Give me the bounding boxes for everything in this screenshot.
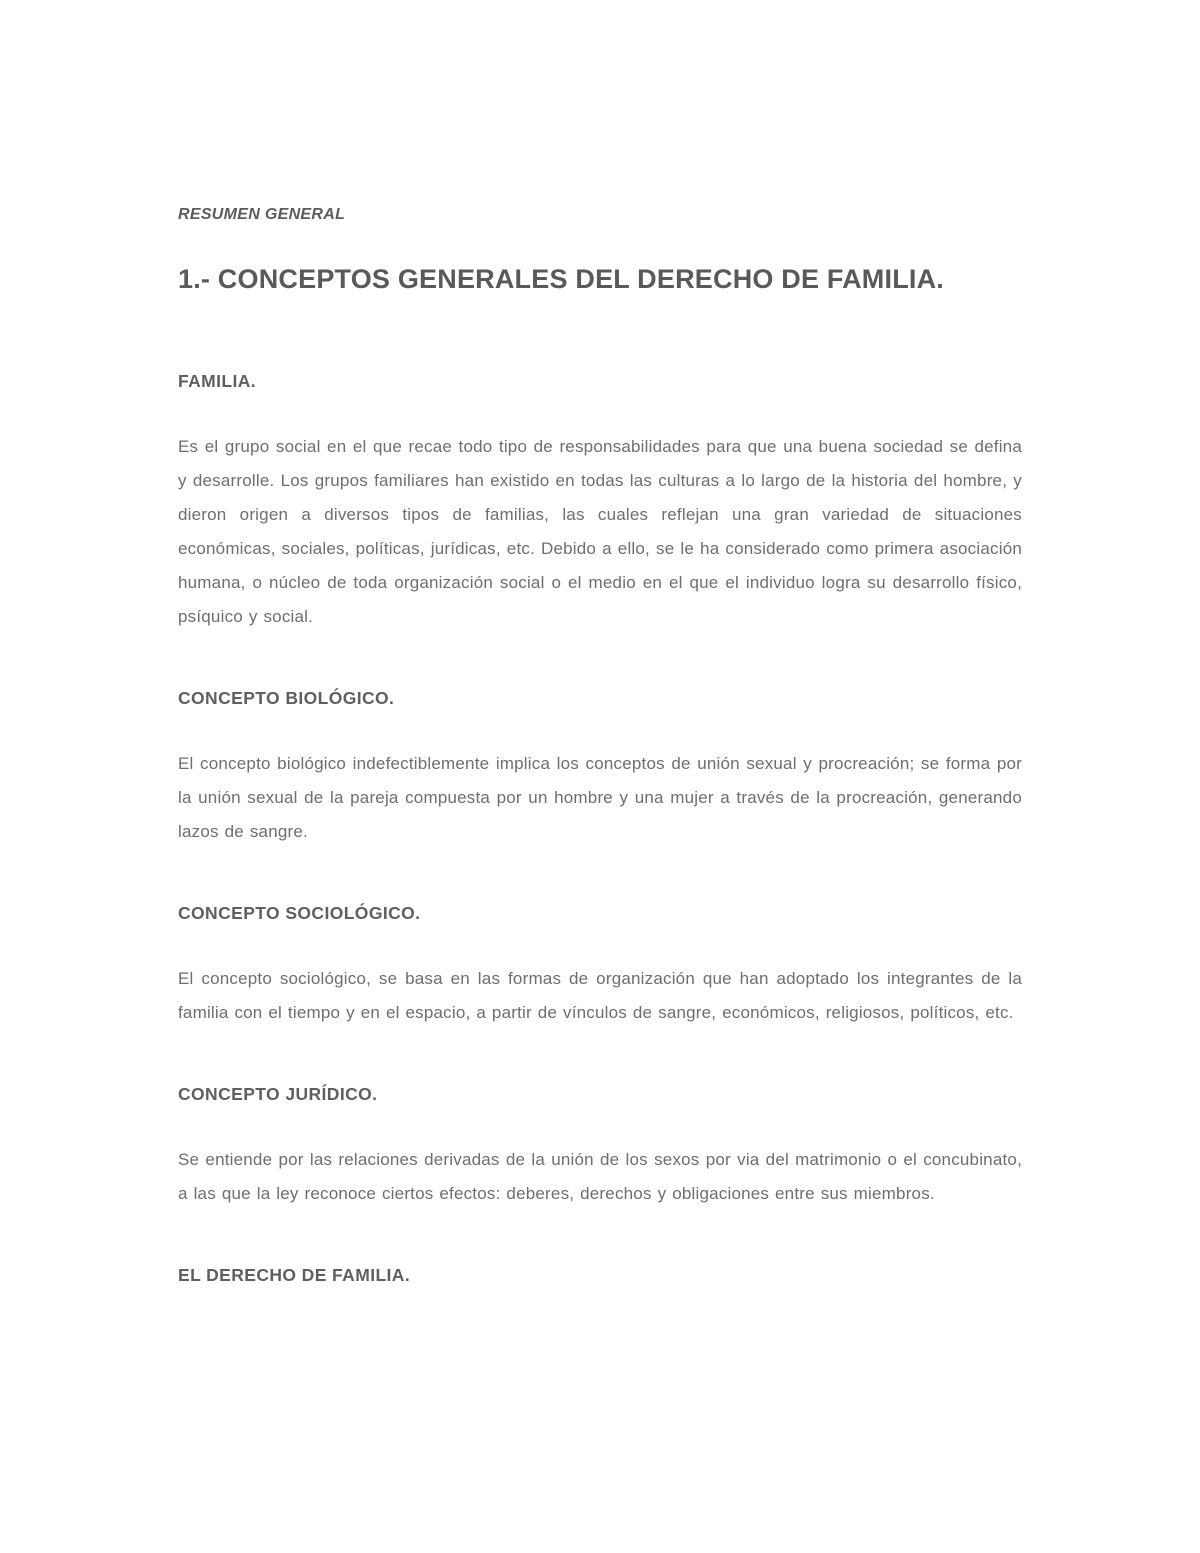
section-heading-concepto-juridico: CONCEPTO JURÍDICO. — [178, 1084, 378, 1104]
document-title: 1.- CONCEPTOS GENERALES DEL DERECHO DE FAMILIA. — [178, 264, 944, 294]
section-heading-familia: FAMILIA. — [178, 371, 257, 391]
section-heading-el-derecho-de-familia: EL DERECHO DE FAMILIA. — [178, 1265, 411, 1285]
section-body-concepto-sociologico: El concepto sociológico, se basa en las formas de organización que han adoptado los integrantes de la familia con el tiempo y en el espacio, a partir de vínculos de sangre, económicos, religiosos, políticos, etc. — [178, 969, 1022, 1022]
section-heading-concepto-biologico: CONCEPTO BIOLÓGICO. — [178, 688, 395, 708]
section-body-concepto-juridico: Se entiende por las relaciones derivadas de la unión de los sexos por via del matrimonio o el concubinato, a las que la ley reconoce ciertos efectos: deberes, derechos y obligaciones entre sus miembros. — [178, 1150, 1022, 1203]
document-kicker: RESUMEN GENERAL — [178, 206, 346, 223]
section-heading-concepto-sociologico: CONCEPTO SOCIOLÓGICO. — [178, 903, 421, 923]
section-body-concepto-biologico: El concepto biológico indefectiblemente implica los conceptos de unión sexual y procreación; se forma por la unión sexual de la pareja compuesta por un hombre y una mujer a través de la procreación, generando lazos de sangre. — [178, 754, 1022, 841]
section-el-derecho-de-familia — [178, 1265, 1022, 1286]
section-concepto-juridico — [178, 1084, 1022, 1211]
section-familia — [178, 371, 1022, 634]
section-body-familia: Es el grupo social en el que recae todo tipo de responsabilidades para que una buena sociedad se defina y desarrolle. Los grupos familiares han existido en todas las culturas a lo largo de la historia del hombre, y dieron origen a diversos tipos de familias, las cuales reflejan una gran variedad de situaciones económicas, sociales, políticas, jurídicas, etc. Debido a ello, se le ha considerado como primera asociación humana, o núcleo de toda organización social o el medio en el que el individuo logra su desarrollo físico, psíquico y social. — [178, 437, 1022, 626]
section-concepto-sociologico — [178, 903, 1022, 1030]
section-concepto-biologico — [178, 688, 1022, 849]
